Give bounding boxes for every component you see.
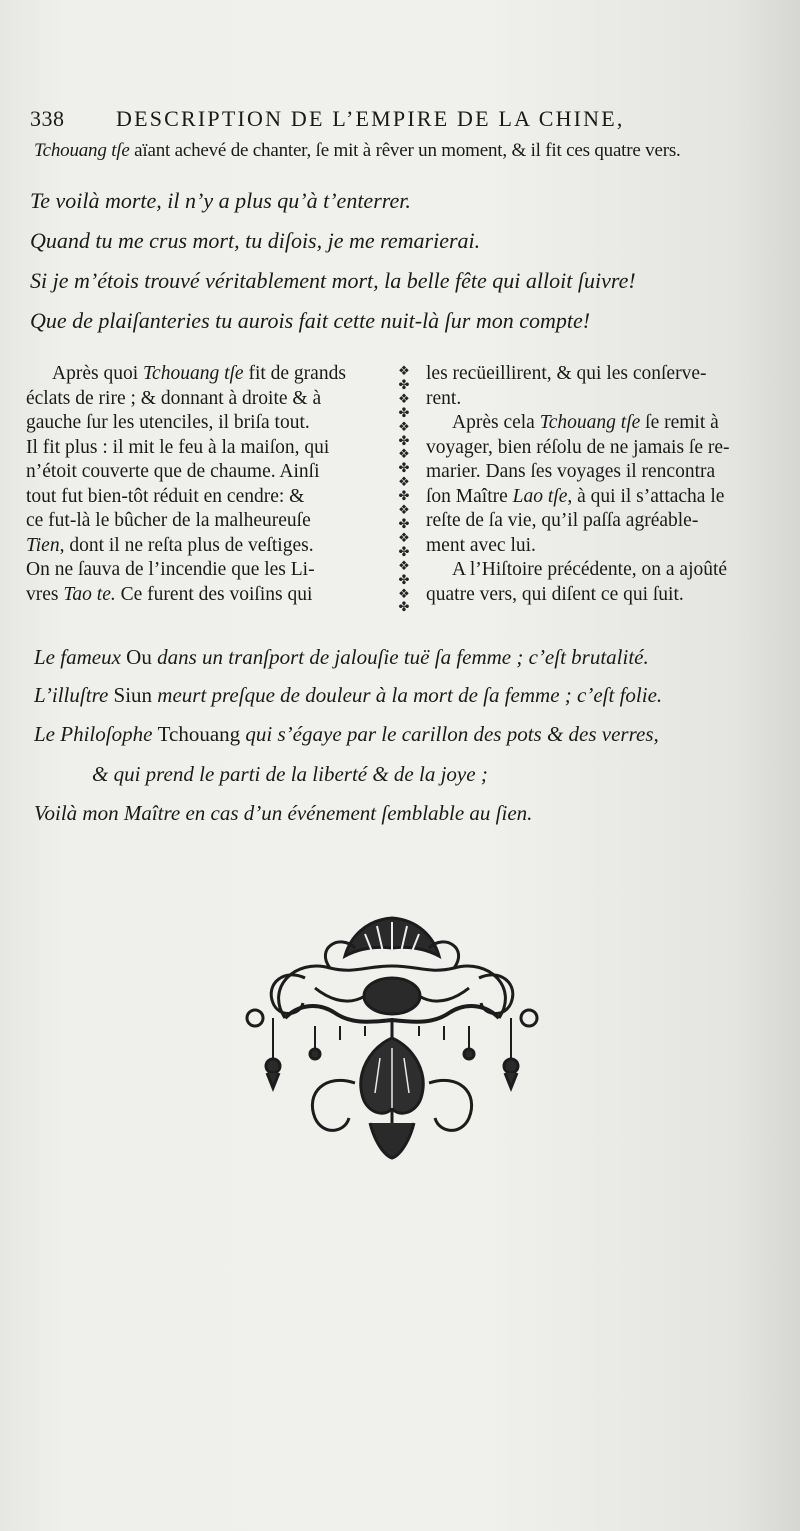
left-line-8 (26, 534, 391, 559)
left-line-6: tout fut bien-tôt réduit en cendre: & (26, 485, 305, 507)
running-title: DESCRIPTION DE L’EMPIRE DE LA CHINE, (116, 106, 625, 131)
verse-line-1: Te voilà morte, il n’y a plus qu’à t’enterrer. (30, 188, 411, 213)
text-span: meurt preſque de douleur à la mort de ſa femme ; c’eſt folie. (152, 683, 663, 707)
moral-verse-line-3 (34, 722, 794, 747)
verse-line-4: Que de plaiſanteries tu aurois fait cette nuit-là ſur mon compte! (30, 308, 591, 333)
text-span: , à qui il s’attacha le (567, 485, 725, 507)
left-line-3: gauche ſur les utenciles, il briſa tout. (26, 412, 310, 433)
left-column (26, 362, 391, 607)
proper-name: Ou (126, 645, 152, 669)
proper-name: Lao tſe (512, 485, 568, 507)
proper-name: Tien (26, 534, 60, 556)
left-line-4: Il fit plus : il mit le feu à la maiſon, qui (26, 436, 330, 458)
text-span: qui s’égaye par le carillon des pots & des verres, (240, 722, 659, 746)
right-line-6 (426, 485, 781, 510)
tailpiece-ornament-icon (245, 908, 540, 1166)
left-line-9: On ne ſauva de l’incendie que les Li- (26, 559, 315, 580)
text-span: Le Philoſophe (34, 722, 158, 746)
proper-name: Siun (113, 683, 153, 707)
column-divider-ornament: ❖ ✤ ❖ ✤ ❖ ✤ ❖ ✤ ❖ ✤ ❖ ✤ ❖ ✤ ❖ ✤ ❖ ✤ (398, 363, 410, 615)
verse-line-2: Quand tu me crus mort, tu diſois, je me remarierai. (30, 228, 481, 253)
left-line-1 (26, 362, 391, 387)
text-span: Voilà mon Maître en cas d’un événement ſemblable au ſien. (34, 801, 533, 825)
verse-line-3: Si je m’étois trouvé véritablement mort, la belle fête qui alloit ſuivre! (30, 268, 636, 293)
left-line-10 (26, 583, 391, 608)
text-span: ſon Maître (426, 485, 513, 507)
right-line-7: reſte de ſa vie, qu’il paſſa agréable- (426, 510, 699, 531)
text-span: dans un tranſport de jalouſie tuë ſa femme ; c’eſt brutalité. (151, 645, 649, 669)
intro-name: Tchouang tſe (34, 140, 130, 161)
moral-verse-line-4 (92, 762, 800, 787)
text-span: , dont il ne reſta plus de veſtiges. (59, 534, 314, 556)
right-line-9: A l’Hiſtoire précédente, on a ajoûté (452, 559, 728, 580)
text-span: Après quoi (52, 363, 143, 384)
right-line-8: ment avec lui. (426, 534, 536, 556)
text-span: L’illuſtre (34, 683, 114, 707)
text-span: & qui prend le parti de la liberté & de la joye ; (92, 762, 488, 786)
right-column (426, 362, 781, 607)
proper-name: Tchouang (157, 722, 241, 746)
intro-line (34, 140, 784, 162)
moral-verse-line-5 (34, 801, 794, 826)
text-span: fit de grands (243, 363, 346, 384)
page-number: 338 (30, 106, 65, 131)
left-line-7: ce fut-là le bûcher de la malheureuſe (26, 510, 311, 531)
text-span: Ce furent des voiſins qui (115, 583, 313, 605)
proper-name: Tao te. (63, 583, 116, 605)
left-line-5: n’étoit couverte que de chaume. Ainſi (26, 461, 320, 482)
moral-verse-line-2 (34, 683, 794, 708)
proper-name: Tchouang tſe (539, 412, 641, 433)
right-line-2: rent. (426, 387, 462, 409)
intro-text: aïant achevé de chanter, ſe mit à rêver un moment, & il fit ces quatre vers. (129, 140, 681, 161)
text-span: vres (26, 583, 64, 605)
right-line-10: quatre vers, qui diſent ce qui ſuit. (426, 583, 684, 605)
text-span: ſe remit à (640, 412, 719, 433)
right-line-4: voyager, bien réſolu de ne jamais ſe re- (426, 436, 730, 458)
proper-name: Tchouang tſe (143, 363, 244, 384)
right-line-5: marier. Dans ſes voyages il rencontra (426, 461, 716, 482)
text-span: Après cela (452, 412, 540, 433)
text-span: Le fameux (34, 645, 127, 669)
page-header (30, 106, 770, 138)
left-line-2: éclats de rire ; & donnant à droite & à (26, 387, 322, 409)
right-line-1: les recüeillirent, & qui les conſerve- (426, 363, 707, 384)
moral-verse-line-1 (34, 645, 794, 670)
right-line-3 (426, 411, 781, 436)
